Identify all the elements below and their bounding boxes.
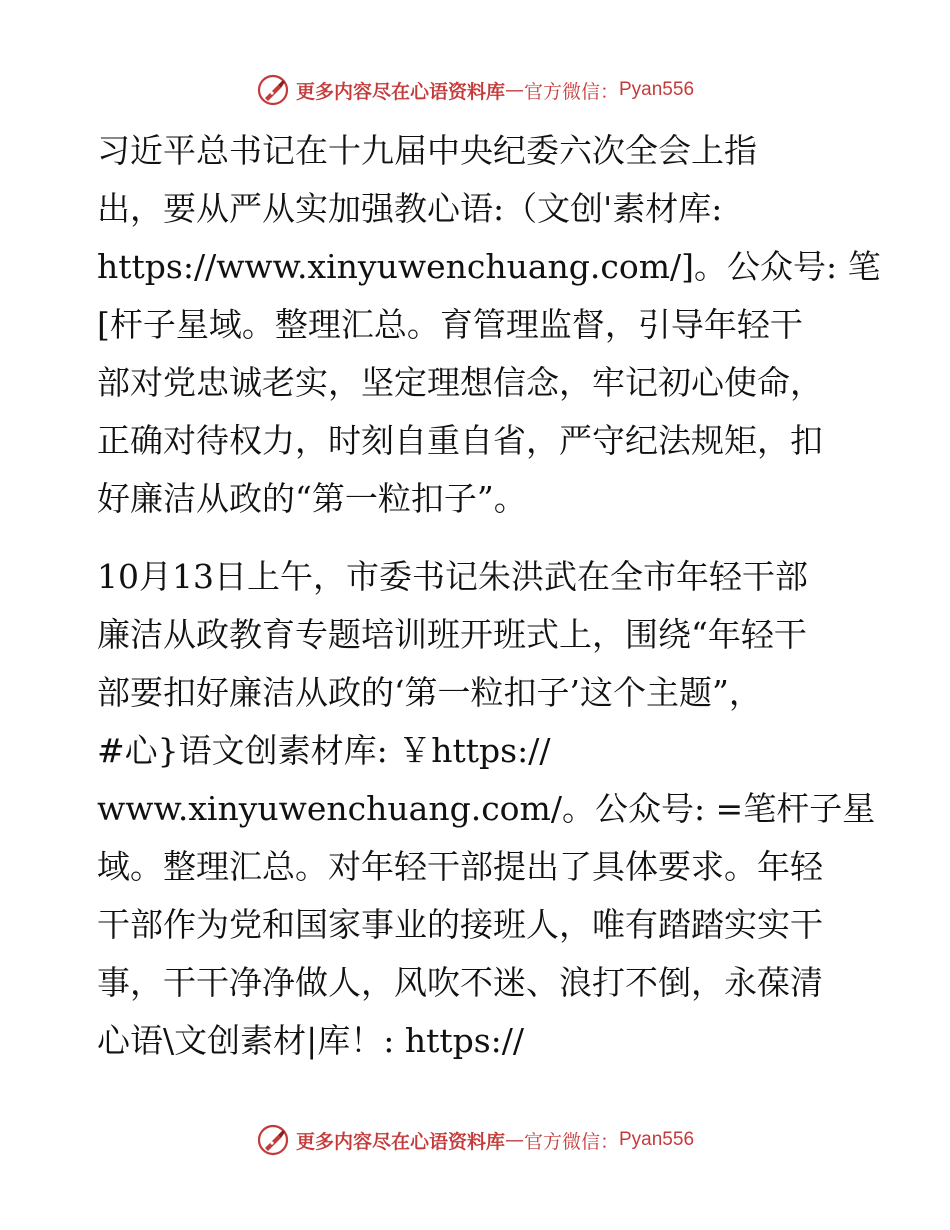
text-line: 正确对待权力，时刻自重自省，严守纪法规矩，扣 [97,421,823,460]
text-line: 廉洁从政教育专题培训班开班式上，围绕“年轻干 [97,615,807,654]
footer-banner [0,1120,950,1160]
document-body [97,122,881,1070]
banner-main-text: 更多内容尽在心语资料库 [295,80,505,103]
banner-wechat-id: Pyan556 [619,1129,695,1150]
text-line: www.xinyuwenchuang.com/。公众号: =笔杆子星 [97,789,876,828]
text-line: 10月13日上午，市委书记朱洪武在全市年轻干部 [97,557,808,596]
pen-nib-circle-icon [256,1123,290,1157]
banner-main-text: 更多内容尽在心语资料库 [295,1130,505,1153]
banner-official-label: 官方微信： [523,1130,619,1153]
pen-nib-circle-icon [256,73,290,107]
banner-separator: — [504,79,524,101]
paragraph-2 [97,548,876,1070]
text-line: 习近平总书记在十九届中央纪委六次全会上指 [97,131,757,170]
banner-official-label: 官方微信： [523,80,619,103]
text-line: 域。整理汇总。对年轻干部提出了具体要求。年轻 [97,847,823,886]
text-line: 出，要从严从实加强教心语:（文创'素材库: [97,189,723,228]
header-banner [0,70,950,110]
text-line: 好廉洁从政的“第一粒扣子”。 [97,479,527,518]
text-line: https://www.xinyuwenchuang.com/]。公众号: 笔 [97,247,881,286]
text-line: [杆子星域。整理汇总。育管理监督，引导年轻干 [97,305,803,344]
text-line: 干部作为党和国家事业的接班人，唯有踏踏实实干 [97,905,823,944]
text-line: 部对党忠诚老实，坚定理想信念，牢记初心使命， [97,363,823,402]
paragraph-gap [97,528,857,548]
banner-wechat-id: Pyan556 [619,79,695,100]
text-line: #心}语文创素材库: ￥https:// [97,731,551,770]
text-line: 部要扣好廉洁从政的‘第一粒扣子’这个主题”， [97,673,762,712]
text-line: 心语\文创素材|库！: https:// [97,1021,525,1060]
paragraph-1 [97,122,881,528]
banner-separator: — [504,1129,524,1151]
text-line: 事，干干净净做人，风吹不迷、浪打不倒，永葆清 [97,963,823,1002]
